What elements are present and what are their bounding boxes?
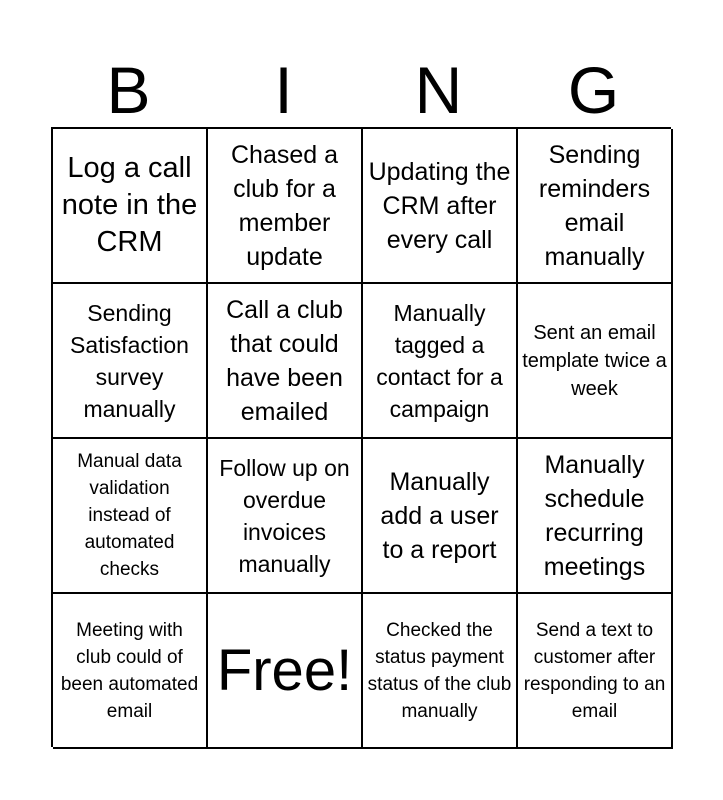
cell-text: Send a text to customer after responding to an email (523, 619, 666, 722)
bingo-cell[interactable] (53, 284, 208, 439)
header-letter-g: G (567, 53, 620, 127)
bingo-cell[interactable] (208, 284, 363, 439)
bingo-cell[interactable] (518, 129, 673, 284)
cell-text: Manual data validation instead of automated checks (77, 451, 182, 580)
cell-text: Manually tagged a contact for a campaign (376, 299, 503, 422)
bingo-cell[interactable] (518, 594, 673, 749)
bingo-cell[interactable] (518, 439, 673, 594)
bingo-cell[interactable] (363, 284, 518, 439)
cell-text: Chased a club for a member update (230, 140, 339, 271)
bingo-cell[interactable] (363, 594, 518, 749)
bingo-cell[interactable] (53, 439, 208, 594)
free-space-cell[interactable] (208, 594, 363, 749)
header-letter-n: N (414, 53, 463, 127)
bingo-cell[interactable] (208, 439, 363, 594)
cell-text: Sending Satisfaction survey manually (70, 299, 189, 422)
cell-text: Checked the status payment status of the club manually (367, 619, 512, 722)
bingo-cell[interactable] (53, 594, 208, 749)
bingo-cell[interactable] (363, 439, 518, 594)
cell-text: Sent an email template twice a week (522, 321, 667, 400)
cell-text: Updating the CRM after every call (368, 157, 511, 254)
bingo-cell[interactable] (53, 129, 208, 284)
cell-text: Follow up on overdue invoices manually (219, 454, 350, 577)
cell-text: Log a call note in the CRM (61, 152, 198, 258)
bingo-cell[interactable] (208, 129, 363, 284)
bingo-cell[interactable] (518, 284, 673, 439)
bingo-grid (51, 127, 671, 747)
bingo-header (51, 52, 671, 128)
cell-text: Manually schedule recurring meetings (543, 450, 646, 581)
cell-text: Meeting with club could of been automated email (60, 619, 199, 722)
header-letter-i: I (274, 53, 293, 127)
cell-text: Manually add a user to a report (380, 467, 499, 564)
bingo-cell[interactable] (363, 129, 518, 284)
cell-text: Call a club that could have been emailed (226, 295, 343, 426)
free-space-text: Free! (216, 637, 353, 703)
header-letter-b: B (106, 53, 151, 127)
cell-text: Sending reminders email manually (538, 140, 651, 271)
